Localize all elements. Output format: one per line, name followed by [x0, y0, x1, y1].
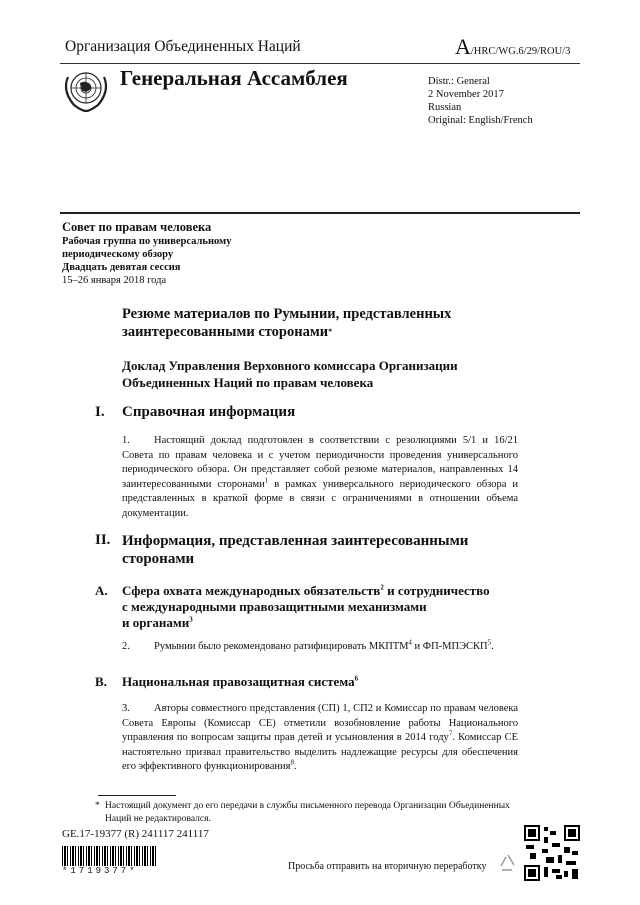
- paragraph-number: 1.: [122, 435, 130, 446]
- footnote-mark: *: [95, 801, 100, 811]
- distribution: Distr.: General: [428, 76, 490, 87]
- barcode-text: *1719377*: [62, 866, 138, 876]
- footnote-ref[interactable]: 2: [380, 583, 384, 592]
- footnote-ref[interactable]: 8: [290, 758, 294, 767]
- footnote-ref[interactable]: 7: [448, 729, 453, 738]
- paragraph-text: Румынии было рекомендовано ратифицировать МКПТМ: [154, 641, 409, 652]
- footnote-text: Настоящий документ до его передачи в службы письменного перевода Организации Объединенных Наций не редактировался.: [105, 801, 510, 824]
- paragraph-text: .: [293, 761, 297, 772]
- distribution-block: [428, 75, 533, 127]
- footnote-ref[interactable]: 6: [354, 674, 359, 683]
- symbol-code: /HRC/WG.6/29/ROU/3: [470, 46, 571, 57]
- working-group-line2: периодическому обзору: [62, 249, 174, 260]
- footnote-ref[interactable]: 1: [264, 476, 269, 484]
- footnote-rule: [98, 795, 176, 796]
- session: Двадцать девятая сессия: [62, 262, 181, 273]
- subtitle-line: Доклад Управления Верховного комиссара Организации: [122, 358, 458, 373]
- paragraph-2: [122, 640, 518, 655]
- council-name: Совет по правам человека: [62, 220, 212, 234]
- heading-line: Национальная правозащитная система: [122, 674, 355, 689]
- subsection-heading: [122, 583, 490, 631]
- paragraph-text: . Комиссар СЕ настоятельно призвал правительство выделить надлежащие ресурсы для обеспечения его эффективного функционирования: [122, 732, 519, 772]
- job-number: GE.17-19377 (R) 241117 241117: [62, 828, 209, 840]
- heading-line: сторонами: [122, 551, 195, 567]
- working-group-line1: Рабочая группа по универсальному: [62, 236, 232, 247]
- section-heading: [122, 532, 468, 568]
- council-block: [62, 220, 231, 287]
- paragraph-number: 2.: [122, 641, 130, 652]
- subtitle-line: Объединенных Наций по правам человека: [122, 375, 374, 390]
- title-rule: [60, 212, 580, 214]
- paragraph-number: 3.: [122, 703, 130, 714]
- heading-line: Информация, представленная заинтересованными: [122, 533, 469, 549]
- subsection-number: B.: [95, 674, 107, 689]
- recycle-note: Просьба отправить на вторичную переработку: [288, 861, 487, 872]
- recycle-icon: [497, 852, 519, 874]
- footnote-ref[interactable]: 5: [487, 638, 492, 647]
- language: Russian: [428, 102, 462, 113]
- paragraph-text: в рамках универсального периодического обзора и представленных в краткой форме в связи с ограничениями в отношении объема документации.: [122, 478, 518, 519]
- title-footnote-mark: *: [328, 327, 333, 336]
- document-subtitle: [122, 357, 458, 391]
- subsection-number: A.: [95, 583, 108, 598]
- section-number: II.: [95, 532, 111, 548]
- paragraph-3: [122, 702, 518, 775]
- date: 2 November 2017: [428, 89, 504, 100]
- paragraph-1: [122, 434, 518, 521]
- symbol-letter: A: [455, 34, 471, 59]
- section-number: I.: [95, 404, 105, 420]
- session-dates: 15–26 января 2018 года: [62, 275, 167, 286]
- heading-line: и органами: [122, 615, 190, 630]
- document-title: [122, 305, 451, 341]
- section-heading: Справочная информация: [122, 404, 296, 420]
- document-symbol: [455, 34, 570, 60]
- paragraph-text: и ФП-МПЭСКП: [411, 641, 488, 652]
- paragraph-text: Авторы совместного представления (СП) 1, СП2 и Комиссар по правам человека Совета Европы (Комиссар СЕ) отметили возобновление работы Национального управления по вопросам защиты прав детей и усыновления в 2014 году: [122, 703, 518, 743]
- title-line: Резюме материалов по Румынии, представленных: [122, 306, 452, 322]
- header-rule: [60, 63, 580, 64]
- org-name: Организация Объединенных Наций: [65, 38, 301, 55]
- paragraph-text: .: [491, 641, 494, 652]
- qr-code-icon: [524, 825, 580, 881]
- barcode-icon: [62, 846, 157, 866]
- body-name: Генеральная Ассамблея: [120, 66, 348, 90]
- title-line: заинтересованными сторонами: [122, 324, 329, 340]
- subsection-heading: [122, 674, 358, 690]
- original-language: Original: English/French: [428, 115, 533, 126]
- footnote: [95, 800, 515, 826]
- heading-line: Сфера охвата международных обязательств: [122, 583, 381, 598]
- footnote-ref[interactable]: 4: [408, 638, 412, 647]
- footnote-ref[interactable]: 3: [189, 615, 193, 624]
- heading-line: с международными правозащитными механизмами: [122, 599, 427, 614]
- un-emblem-icon: [62, 67, 110, 113]
- paragraph-text: Настоящий доклад подготовлен в соответствии с резолюциями 5/1 и 16/21 Совета по правам человека и с учетом периодичности проведения универсального периодического обзора. Он представляет собой резюме материалов, направленных 14 заинтересованными сторонами: [122, 435, 518, 490]
- heading-line: и сотрудничество: [383, 583, 490, 598]
